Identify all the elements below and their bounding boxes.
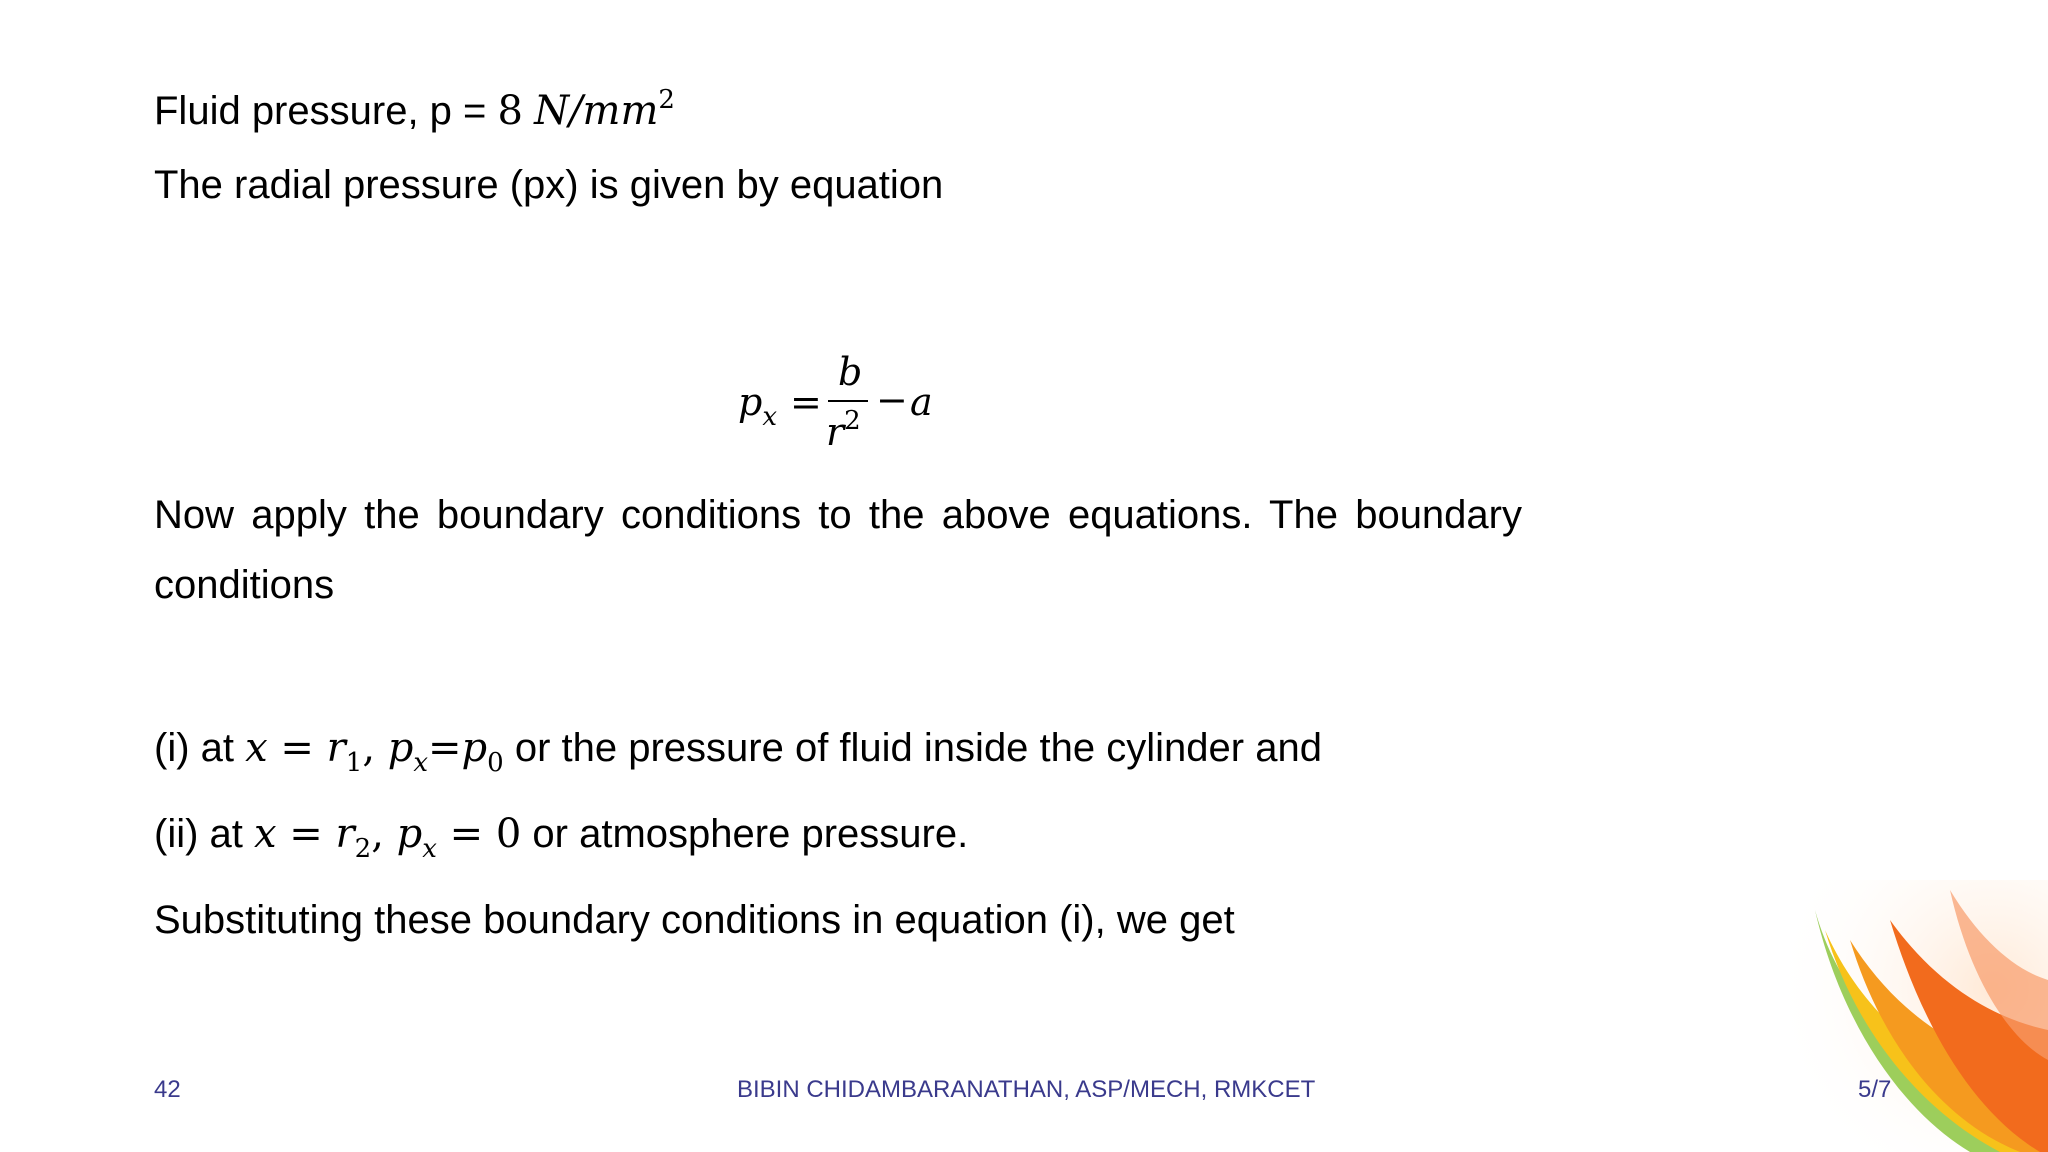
substitution-line: Substituting these boundary conditions in equation (i), we get (154, 898, 1235, 942)
formula-lhs: $p_x$ (738, 380, 777, 432)
formula-minus: − (876, 378, 908, 422)
fluid-pressure-line (154, 76, 675, 135)
formula-fraction-bar (828, 400, 868, 402)
formula-denominator: $r^2$ (826, 406, 861, 454)
fluid-pressure-value: 8 (497, 88, 523, 134)
fluid-pressure-unit-exponent: 2 (658, 85, 675, 115)
decorative-swoosh-graphic (1770, 880, 2048, 1152)
radial-pressure-formula (738, 350, 978, 454)
formula-equals: = (790, 380, 822, 424)
footer-author: BIBIN CHIDAMBARANATHAN, ASP/MECH, RMKCET (737, 1076, 1316, 1103)
formula-term-a: a (910, 380, 933, 424)
fluid-pressure-label: Fluid pressure, p = (154, 89, 498, 133)
boundary-conditions-paragraph: Now apply the boundary conditions to the above equations. The boundary conditions (154, 493, 1522, 607)
footer-slide-count: 5/7 (1858, 1076, 1892, 1103)
boundary-condition-2: (ii) at $x = r_2$, $p_x = 0$ or atmosphere pressure. (154, 811, 969, 864)
boundary-condition-1: (i) at $x = r_1$, $p_x=p_0$ or the pressure of fluid inside the cylinder and (154, 725, 1322, 778)
fluid-pressure-unit: N/mm (534, 88, 659, 134)
footer-page-number: 42 (154, 1076, 181, 1103)
radial-pressure-intro: The radial pressure (px) is given by equation (154, 163, 944, 207)
formula-numerator: b (838, 350, 863, 394)
